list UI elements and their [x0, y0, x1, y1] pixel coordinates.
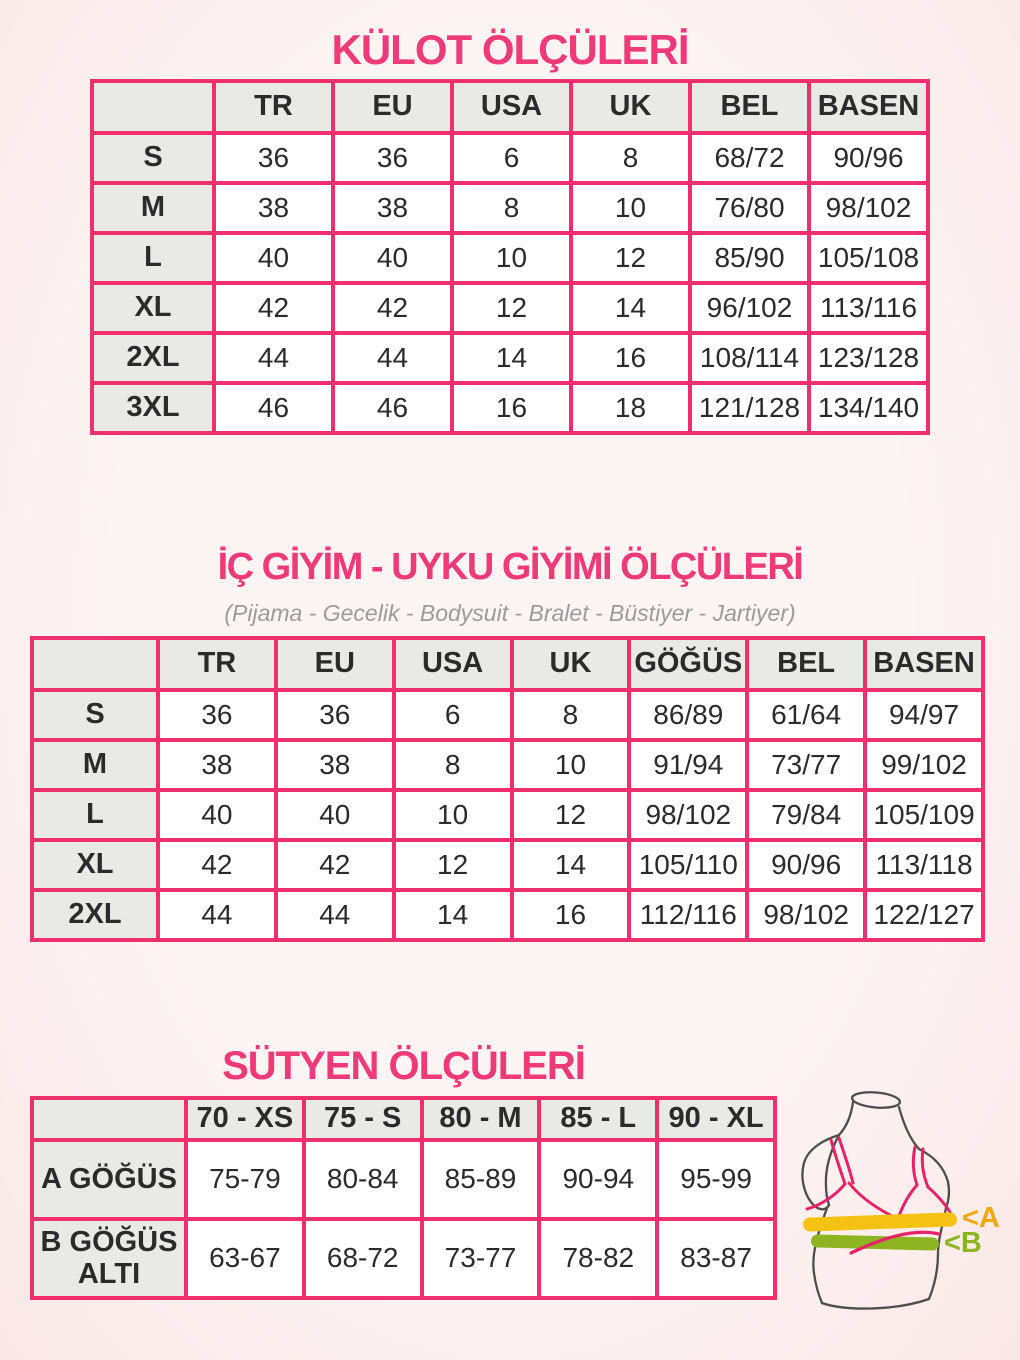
- size-cell: 8: [394, 740, 512, 790]
- row-label: S: [92, 133, 214, 183]
- column-header: EU: [333, 81, 452, 133]
- size-cell: 134/140: [809, 383, 928, 433]
- size-cell: 90/96: [747, 840, 865, 890]
- size-cell: 14: [394, 890, 512, 940]
- size-cell: 12: [512, 790, 630, 840]
- size-cell: 14: [452, 333, 571, 383]
- size-cell: 95-99: [657, 1140, 775, 1219]
- ic-giyim-size-table: [30, 636, 985, 942]
- table-row: [92, 233, 928, 283]
- table-row: [92, 283, 928, 333]
- column-header: EU: [276, 638, 394, 690]
- size-cell: 40: [214, 233, 333, 283]
- size-cell: 86/89: [629, 690, 747, 740]
- size-cell: 10: [452, 233, 571, 283]
- size-cell: 42: [214, 283, 333, 333]
- row-label: A GÖĞÜS: [32, 1140, 186, 1219]
- row-label: XL: [32, 840, 158, 890]
- size-cell: 96/102: [690, 283, 809, 333]
- sutyen-section-title: SÜTYEN ÖLÇÜLERİ: [222, 1044, 585, 1088]
- size-cell: 38: [333, 183, 452, 233]
- size-cell: 12: [394, 840, 512, 890]
- size-cell: 38: [158, 740, 276, 790]
- row-label: S: [32, 690, 158, 740]
- size-cell: 10: [571, 183, 690, 233]
- size-cell: 40: [276, 790, 394, 840]
- size-cell: 36: [333, 133, 452, 183]
- size-cell: 98/102: [809, 183, 928, 233]
- size-cell: 42: [158, 840, 276, 890]
- table-row: [92, 133, 928, 183]
- size-cell: 90/96: [809, 133, 928, 183]
- mannequin-torso-outline: [802, 1090, 949, 1308]
- size-cell: 123/128: [809, 333, 928, 383]
- table-row: [32, 890, 983, 940]
- table-row: [32, 740, 983, 790]
- size-cell: 42: [333, 283, 452, 333]
- corner-cell: [32, 1098, 186, 1140]
- column-header: BASEN: [809, 81, 928, 133]
- table-row: [32, 1140, 775, 1219]
- table-row: [92, 383, 928, 433]
- size-cell: 12: [452, 283, 571, 333]
- size-cell: 113/118: [865, 840, 983, 890]
- kulot-size-table: [90, 79, 930, 435]
- column-header: TR: [214, 81, 333, 133]
- column-header: USA: [394, 638, 512, 690]
- table-row: [32, 690, 983, 740]
- size-cell: 122/127: [865, 890, 983, 940]
- size-cell: 6: [394, 690, 512, 740]
- ic-giyim-section-title: İÇ GİYİM - UYKU GİYİMİ ÖLÇÜLERİ: [217, 546, 803, 588]
- column-header: 85 - L: [539, 1098, 657, 1140]
- bust-line-a: [803, 1212, 957, 1231]
- column-header: GÖĞÜS: [629, 638, 747, 690]
- size-cell: 36: [158, 690, 276, 740]
- size-cell: 121/128: [690, 383, 809, 433]
- size-cell: 40: [158, 790, 276, 840]
- size-cell: 90-94: [539, 1140, 657, 1219]
- size-cell: 112/116: [629, 890, 747, 940]
- size-cell: 14: [512, 840, 630, 890]
- column-header: 75 - S: [304, 1098, 422, 1140]
- size-cell: 113/116: [809, 283, 928, 333]
- bra-measurement-diagram: [795, 1088, 1015, 1318]
- size-cell: 105/108: [809, 233, 928, 283]
- size-cell: 105/109: [865, 790, 983, 840]
- row-label: 3XL: [92, 383, 214, 433]
- size-cell: 105/110: [629, 840, 747, 890]
- size-cell: 76/80: [690, 183, 809, 233]
- ic-giyim-section-subtitle: (Pijama - Gecelik - Bodysuit - Bralet - Büstiyer - Jartiyer): [224, 600, 796, 626]
- column-header: UK: [512, 638, 630, 690]
- row-label: M: [32, 740, 158, 790]
- size-cell: 8: [571, 133, 690, 183]
- row-label: 2XL: [92, 333, 214, 383]
- table-row: [92, 333, 928, 383]
- size-cell: 75-79: [186, 1140, 304, 1219]
- size-cell: 36: [214, 133, 333, 183]
- corner-cell: [92, 81, 214, 133]
- size-cell: 44: [214, 333, 333, 383]
- size-cell: 10: [394, 790, 512, 840]
- measurement-label-b: <B: [944, 1227, 982, 1259]
- size-cell: 36: [276, 690, 394, 740]
- size-cell: 16: [571, 333, 690, 383]
- column-header: BEL: [690, 81, 809, 133]
- size-cell: 44: [158, 890, 276, 940]
- size-cell: 16: [512, 890, 630, 940]
- column-header: 80 - M: [422, 1098, 540, 1140]
- size-cell: 68-72: [304, 1219, 422, 1298]
- size-cell: 10: [512, 740, 630, 790]
- size-cell: 42: [276, 840, 394, 890]
- header-row: [32, 638, 983, 690]
- size-cell: 98/102: [747, 890, 865, 940]
- column-header: BASEN: [865, 638, 983, 690]
- sutyen-size-table: [30, 1096, 777, 1300]
- size-cell: 44: [276, 890, 394, 940]
- size-cell: 38: [214, 183, 333, 233]
- table-row: [32, 840, 983, 890]
- size-cell: 108/114: [690, 333, 809, 383]
- size-cell: 46: [333, 383, 452, 433]
- column-header: UK: [571, 81, 690, 133]
- size-cell: 73-77: [422, 1219, 540, 1298]
- row-label: 2XL: [32, 890, 158, 940]
- size-cell: 44: [333, 333, 452, 383]
- size-cell: 12: [571, 233, 690, 283]
- size-cell: 98/102: [629, 790, 747, 840]
- column-header: USA: [452, 81, 571, 133]
- row-label: L: [32, 790, 158, 840]
- size-cell: 85-89: [422, 1140, 540, 1219]
- size-cell: 80-84: [304, 1140, 422, 1219]
- size-cell: 83-87: [657, 1219, 775, 1298]
- column-header: TR: [158, 638, 276, 690]
- size-cell: 46: [214, 383, 333, 433]
- corner-cell: [32, 638, 158, 690]
- size-cell: 91/94: [629, 740, 747, 790]
- row-label: XL: [92, 283, 214, 333]
- size-cell: 16: [452, 383, 571, 433]
- size-cell: 6: [452, 133, 571, 183]
- kulot-section-title: KÜLOT ÖLÇÜLERİ: [331, 26, 689, 73]
- size-cell: 73/77: [747, 740, 865, 790]
- size-cell: 63-67: [186, 1219, 304, 1298]
- header-row: [32, 1098, 775, 1140]
- size-cell: 40: [333, 233, 452, 283]
- size-cell: 68/72: [690, 133, 809, 183]
- size-cell: 38: [276, 740, 394, 790]
- column-header: 70 - XS: [186, 1098, 304, 1140]
- column-header: BEL: [747, 638, 865, 690]
- size-cell: 8: [512, 690, 630, 740]
- size-cell: 79/84: [747, 790, 865, 840]
- size-cell: 94/97: [865, 690, 983, 740]
- table-row: [32, 790, 983, 840]
- table-row: [32, 1219, 775, 1298]
- size-cell: 8: [452, 183, 571, 233]
- size-cell: 18: [571, 383, 690, 433]
- size-cell: 61/64: [747, 690, 865, 740]
- size-cell: 99/102: [865, 740, 983, 790]
- header-row: [92, 81, 928, 133]
- size-cell: 85/90: [690, 233, 809, 283]
- column-header: 90 - XL: [657, 1098, 775, 1140]
- measurement-label-a: <A: [962, 1202, 1000, 1234]
- row-label: L: [92, 233, 214, 283]
- size-cell: 78-82: [539, 1219, 657, 1298]
- size-cell: 14: [571, 283, 690, 333]
- row-label: B GÖĞÜS ALTI: [32, 1219, 186, 1298]
- table-row: [92, 183, 928, 233]
- row-label: M: [92, 183, 214, 233]
